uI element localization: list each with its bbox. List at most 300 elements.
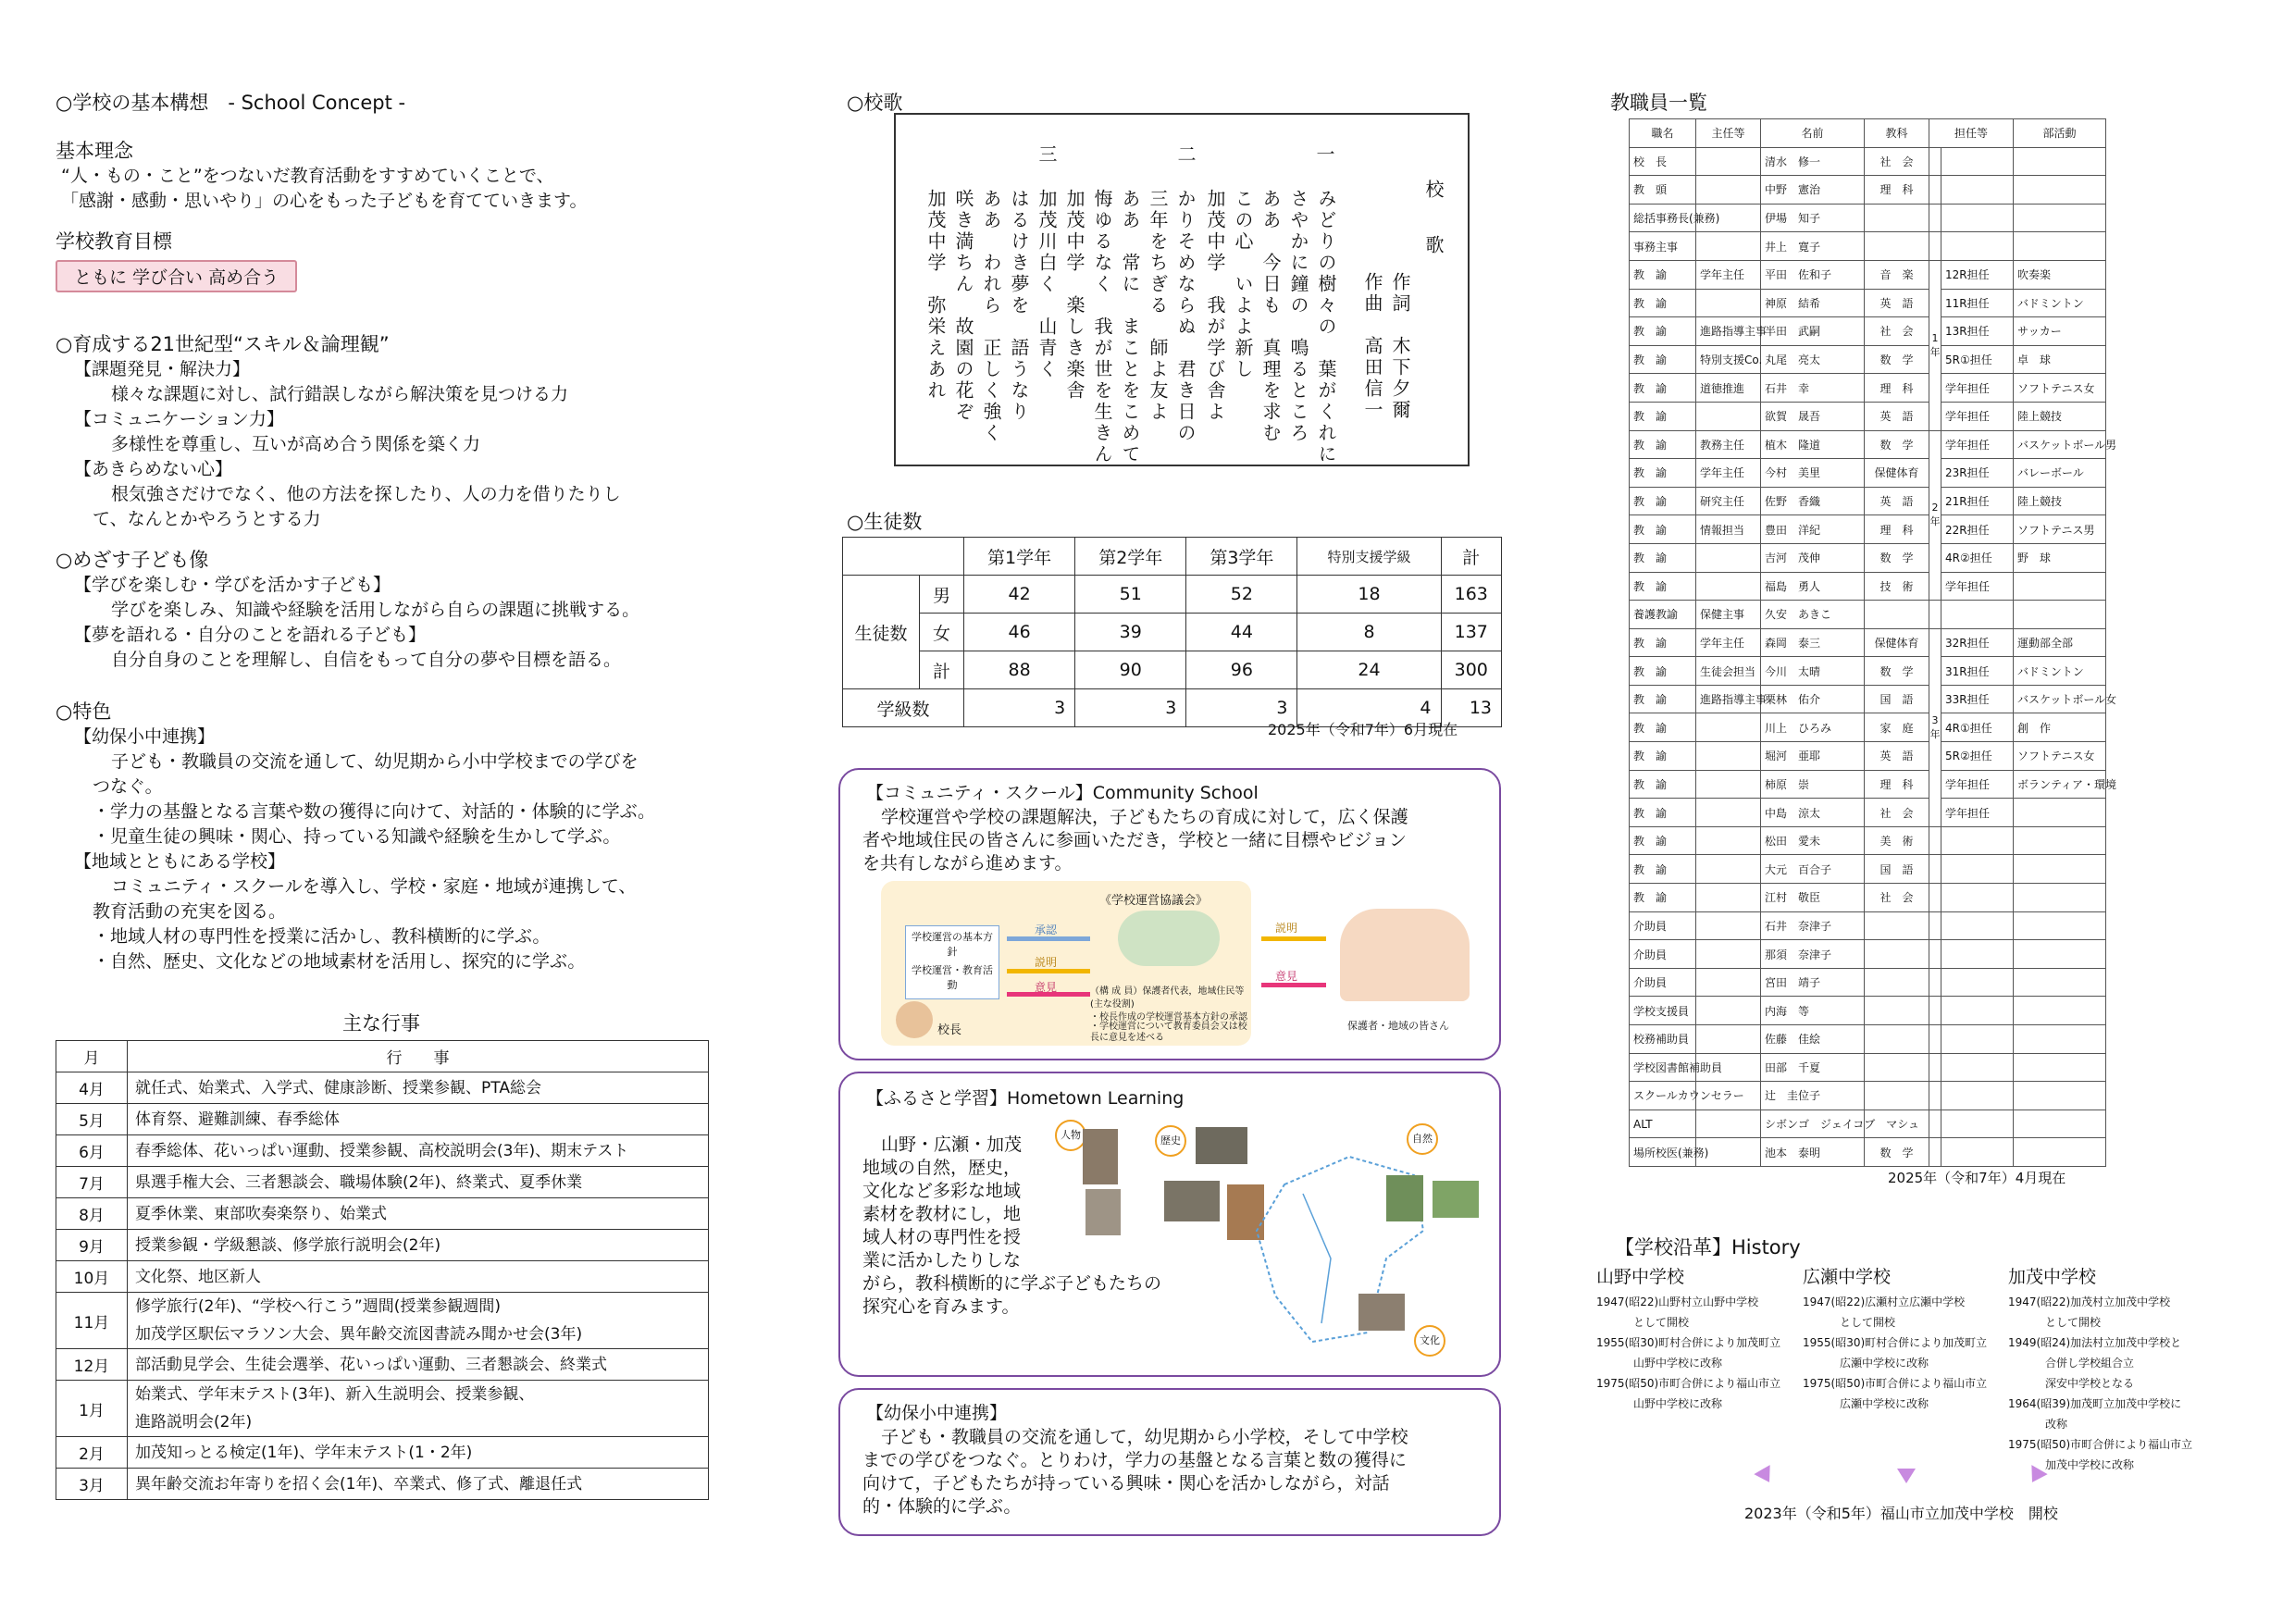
staff-cell: 石井 幸 xyxy=(1761,374,1865,403)
staff-cell xyxy=(1941,911,2014,940)
staff-cell xyxy=(1696,770,1761,799)
history-line: 1947(昭22)広瀬村立広瀬中学校 xyxy=(1803,1295,1966,1308)
staff-cell: 数 学 xyxy=(1865,345,1929,374)
students-cell: 163 xyxy=(1441,576,1502,614)
staff-row xyxy=(1630,543,2106,572)
students-cell: 300 xyxy=(1441,651,1502,689)
staff-cell: 総括事務長(兼務) xyxy=(1630,204,1696,232)
staff-cell xyxy=(2014,1025,2106,1054)
staff-row xyxy=(1630,1053,2106,1082)
staff-cell xyxy=(2014,855,2106,884)
hometown-line: がら，教科横断的に学ぶ子どもたちの xyxy=(862,1273,1162,1294)
staff-cell: ソフトテニス男 xyxy=(2014,515,2106,544)
verse3-line: 加茂中学 弥栄えあれ xyxy=(924,189,947,402)
event-month: 3月 xyxy=(56,1469,128,1500)
staff-row xyxy=(1630,1082,2106,1110)
staff-cell xyxy=(1865,911,1929,940)
concept-section xyxy=(56,88,759,974)
staff-cell: 丸尾 亮太 xyxy=(1761,345,1865,374)
staff-cell xyxy=(1696,572,1761,601)
basic-line-1: “人・もの・こと”をつないだ教育活動をすすめていくことで、 xyxy=(61,166,554,186)
staff-cell: 教 諭 xyxy=(1630,374,1696,403)
children-line: 【夢を語れる・自分のことを語れる子ども】 xyxy=(74,625,427,645)
history-line: 広瀬中学校に改称 xyxy=(1829,1397,1929,1410)
history-line: 1975(昭50)市町合併により福山市立 xyxy=(1596,1377,1781,1390)
staff-row xyxy=(1630,799,2106,827)
staff-cell: 介助員 xyxy=(1630,940,1696,969)
class-count-cell: 4 xyxy=(1297,689,1441,727)
culture-photo xyxy=(1358,1294,1405,1331)
event-row xyxy=(56,1167,709,1198)
staff-cell xyxy=(1696,968,1761,997)
tag-nature: 自然 xyxy=(1407,1123,1438,1155)
grade-label: 3年 xyxy=(1929,628,1941,826)
history-heading: 【学校沿革】History xyxy=(1615,1236,1801,1258)
basic-title: 基本理念 xyxy=(56,140,133,162)
staff-row xyxy=(1630,1138,2106,1167)
staff-cell: 神原 結希 xyxy=(1761,289,1865,317)
staff-cell xyxy=(1696,1025,1761,1054)
feature-line: つなぐ。 xyxy=(93,776,163,797)
staff-cell xyxy=(1941,147,2014,176)
class-count-cell: 3 xyxy=(1075,689,1186,727)
staff-cell: 教 頭 xyxy=(1630,176,1696,205)
staff-cell xyxy=(1696,1110,1761,1138)
staff-row xyxy=(1630,968,2106,997)
event-row xyxy=(56,1072,709,1104)
feature-line: ・地域人材の専門性を授業に活かし、教科横断的に学ぶ。 xyxy=(93,926,551,947)
staff-cell: バレーボール xyxy=(2014,459,2106,488)
staff-cell: 伊場 知子 xyxy=(1761,204,1865,232)
policy-label: 学校運営の基本方針 xyxy=(912,931,993,958)
staff-cell: 石井 奈津子 xyxy=(1761,911,1865,940)
staff-cell: 国 語 xyxy=(1865,685,1929,713)
staff-cell xyxy=(1929,204,1941,232)
verse2-line: 三年をちぎる 師よ友よ xyxy=(1147,189,1169,423)
staff-cell: 英 語 xyxy=(1865,289,1929,317)
event-row xyxy=(56,1230,709,1261)
staff-cell: 21R担任 xyxy=(1941,487,2014,515)
staff-cell: 野 球 xyxy=(2014,543,2106,572)
hometown-line: 文化など多彩な地域 xyxy=(862,1181,1022,1201)
staff-cell: 生徒会担当 xyxy=(1696,657,1761,686)
staff-cell xyxy=(1941,1082,2014,1110)
staff-cell: 教 諭 xyxy=(1630,289,1696,317)
students-cell: 51 xyxy=(1075,576,1186,614)
tag-culture: 文化 xyxy=(1414,1325,1445,1357)
opinion2-label: 意見 xyxy=(1275,970,1298,983)
principal-label: 校長 xyxy=(937,1023,962,1037)
staff-cell: 保健体育 xyxy=(1865,628,1929,657)
staff-cell: 22R担任 xyxy=(1941,515,2014,544)
history-line: 1955(昭30)町村合併により加茂町立 xyxy=(1803,1336,1988,1349)
staff-cell xyxy=(1929,601,1941,629)
staff-cell xyxy=(1865,940,1929,969)
history-line: として開校 xyxy=(2034,1316,2102,1329)
staff-cell: 教 諭 xyxy=(1630,628,1696,657)
merge-arrow-icon xyxy=(1754,1465,1777,1487)
event-month: 4月 xyxy=(56,1072,128,1104)
staff-cell: ボランティア・環境 xyxy=(2014,770,2106,799)
staff-cell: 保健主事 xyxy=(1696,601,1761,629)
staff-cell xyxy=(1696,543,1761,572)
skill-line: 【あきらめない心】 xyxy=(74,459,233,479)
staff-cell: 国 語 xyxy=(1865,855,1929,884)
yoho-line: 的・体験的に学ぶ。 xyxy=(862,1496,1022,1517)
event-month: 8月 xyxy=(56,1198,128,1230)
event-row xyxy=(56,1469,709,1500)
tag-history: 歴史 xyxy=(1155,1125,1186,1157)
feature-line: コミュニティ・スクールを導入し、学校・家庭・地域が連携して、 xyxy=(111,876,637,897)
staff-row xyxy=(1630,713,2106,742)
history-line: 1947(昭22)加茂村立加茂中学校 xyxy=(2008,1295,2171,1308)
staff-row xyxy=(1630,940,2106,969)
hometown-line: 域人材の専門性を授 xyxy=(862,1227,1022,1247)
students-col: 第3学年 xyxy=(1186,538,1297,576)
yoho-title: 【幼保小中連携】 xyxy=(866,1403,1008,1423)
students-sex: 男 xyxy=(920,576,964,614)
staff-cell: 川上 ひろみ xyxy=(1761,713,1865,742)
staff-cell: 教 諭 xyxy=(1630,826,1696,855)
children-heading: ○めざす子ども像 xyxy=(56,549,209,571)
staff-cell: 4R②担任 xyxy=(1941,543,2014,572)
event-month: 7月 xyxy=(56,1167,128,1198)
staff-cell xyxy=(1929,940,1941,969)
song-composer: 作曲 高田信一 xyxy=(1361,272,1383,421)
children-line: 自分自身のことを理解し、自信をもって自分の夢や目標を語る。 xyxy=(111,650,622,670)
person-photo xyxy=(1083,1129,1118,1184)
yoho-line: までの学びをつなぐ。とりわけ，学力の基盤となる言葉と数の獲得に xyxy=(862,1450,1407,1470)
council-meeting-icon xyxy=(1118,911,1220,966)
approve-label: 承認 xyxy=(1035,924,1058,936)
staff-col: 教科 xyxy=(1865,119,1929,148)
event-text: 加茂知っとる検定(1年)、学年末テスト(1・2年) xyxy=(128,1437,709,1469)
staff-cell xyxy=(2014,799,2106,827)
staff-cell xyxy=(1696,884,1761,912)
staff-cell xyxy=(2014,176,2106,205)
history-footer: 2023年（令和5年）福山市立加茂中学校 開校 xyxy=(1744,1505,2058,1522)
staff-cell: 内海 等 xyxy=(1761,997,1865,1025)
staff-cell xyxy=(1929,1053,1941,1082)
children-line: 学びを楽しみ、知識や経験を活用しながら自らの課題に挑戦する。 xyxy=(111,600,640,620)
staff-cell: 今川 太晴 xyxy=(1761,657,1865,686)
staff-col: 担任等 xyxy=(1929,119,2014,148)
events-col-month: 月 xyxy=(56,1041,128,1072)
students-cell: 90 xyxy=(1075,651,1186,689)
event-text: 始業式、学年末テスト(3年)、新入生説明会、授業参観、 進路説明会(2年) xyxy=(128,1381,709,1437)
staff-cell xyxy=(1696,176,1761,205)
staff-cell xyxy=(1929,1025,1941,1054)
verse1-line: 加茂中学 我が学び舎よ xyxy=(1204,189,1226,423)
staff-cell: 陸上競技 xyxy=(2014,402,2106,430)
students-cell: 52 xyxy=(1186,576,1297,614)
staff-cell xyxy=(1865,968,1929,997)
staff-cell: 教 諭 xyxy=(1630,317,1696,346)
hometown-line: 素材を教材にし，地 xyxy=(862,1204,1022,1224)
staff-cell: 学年担任 xyxy=(1941,572,2014,601)
staff-col: 主任等 xyxy=(1696,119,1761,148)
event-text: 春季総体、花いっぱい運動、授業参観、高校説明会(3年)、期末テスト xyxy=(128,1135,709,1167)
staff-cell: 数 学 xyxy=(1865,1138,1929,1167)
staff-cell: 学年担任 xyxy=(1941,430,2014,459)
event-text: 部活動見学会、生徒会選挙、花いっぱい運動、三者懇談会、終業式 xyxy=(128,1349,709,1381)
merge-arrow-icon xyxy=(1897,1469,1916,1483)
class-count-label: 学級数 xyxy=(843,689,964,727)
event-text: 異年齢交流お年寄りを招く会(1年)、卒業式、修了式、離退任式 xyxy=(128,1469,709,1500)
history-line: 1964(昭39)加茂町立加茂中学校に xyxy=(2008,1397,2182,1410)
community-line: 者や地域住民の皆さんに参画いただき，学校と一緒に目標やビジョン xyxy=(862,830,1407,850)
staff-cell: 吹奏楽 xyxy=(2014,260,2106,289)
community-line: 学校運営や学校の課題解決，子どもたちの育成に対して，広く保護 xyxy=(881,807,1408,827)
staff-cell xyxy=(1941,940,2014,969)
staff-cell: 23R担任 xyxy=(1941,459,2014,488)
history-line: 山野中学校に改称 xyxy=(1622,1357,1723,1370)
staff-cell: 美 術 xyxy=(1865,826,1929,855)
staff-cell: 数 学 xyxy=(1865,430,1929,459)
hometown-line: 業に活かしたりしな xyxy=(862,1250,1022,1271)
staff-cell: シボンゴ ジェイコブ マシュ xyxy=(1761,1110,1865,1138)
staff-cell xyxy=(1865,1082,1929,1110)
staff-cell xyxy=(1696,911,1761,940)
explain2-arrow xyxy=(1261,936,1326,941)
event-row xyxy=(56,1261,709,1293)
skill-line: 【コミュニケーション力】 xyxy=(74,409,284,429)
staff-cell: 教 諭 xyxy=(1630,260,1696,289)
staff-cell xyxy=(1865,232,1929,261)
staff-row xyxy=(1630,572,2106,601)
staff-row xyxy=(1630,601,2106,629)
staff-row xyxy=(1630,855,2106,884)
class-count-cell: 13 xyxy=(1441,689,1502,727)
staff-cell xyxy=(1941,204,2014,232)
staff-cell: 那須 奈津子 xyxy=(1761,940,1865,969)
students-cell: 96 xyxy=(1186,651,1297,689)
staff-cell xyxy=(1929,1138,1941,1167)
school-name: 広瀬中学校 xyxy=(1803,1267,1892,1287)
staff-cell xyxy=(1929,147,1941,176)
staff-cell xyxy=(1941,1138,2014,1167)
staff-cell: 事務主事 xyxy=(1630,232,1696,261)
staff-row xyxy=(1630,742,2106,771)
staff-cell xyxy=(2014,911,2106,940)
staff-cell xyxy=(1696,826,1761,855)
staff-cell: 数 学 xyxy=(1865,543,1929,572)
staff-row xyxy=(1630,884,2106,912)
staff-cell: 教 諭 xyxy=(1630,345,1696,374)
students-cell: 44 xyxy=(1186,614,1297,651)
hometown-title: 【ふるさと学習】Hometown Learning xyxy=(866,1088,1185,1109)
staff-cell: 陸上競技 xyxy=(2014,487,2106,515)
staff-cell: 5R②担任 xyxy=(1941,742,2014,771)
staff-cell xyxy=(1696,799,1761,827)
history-line: 1947(昭22)山野村立山野中学校 xyxy=(1596,1295,1759,1308)
staff-cell xyxy=(2014,997,2106,1025)
staff-cell: 柿原 崇 xyxy=(1761,770,1865,799)
feature-line: 教育活動の充実を図る。 xyxy=(93,901,287,922)
staff-cell: 学年担任 xyxy=(1941,402,2014,430)
verse2-number: 二 xyxy=(1174,144,1197,166)
staff-cell: 久安 あきこ xyxy=(1761,601,1865,629)
staff-row xyxy=(1630,657,2106,686)
staff-cell: 教 諭 xyxy=(1630,402,1696,430)
staff-cell: 松田 愛未 xyxy=(1761,826,1865,855)
staff-cell xyxy=(1865,1025,1929,1054)
staff-cell: 数 学 xyxy=(1865,657,1929,686)
history-line: 深安中学校となる xyxy=(2034,1377,2135,1390)
plan-label: 学校運営・教育活動 xyxy=(912,964,993,991)
song-lyricist: 作詞 木下夕爾 xyxy=(1389,272,1411,421)
students-sex: 女 xyxy=(920,614,964,651)
students-cell: 46 xyxy=(964,614,1075,651)
staff-row xyxy=(1630,430,2106,459)
event-month: 12月 xyxy=(56,1349,128,1381)
students-col: 第1学年 xyxy=(964,538,1075,576)
staff-cell xyxy=(1929,176,1941,205)
history-line: 1975(昭50)市町合併により福山市立 xyxy=(2008,1438,2193,1451)
staff-cell: 研究主任 xyxy=(1696,487,1761,515)
staff-cell: サッカー xyxy=(2014,317,2106,346)
staff-cell: 社 会 xyxy=(1865,799,1929,827)
event-text: 修学旅行(2年)、“学校へ行こう”週間(授業参観週間) 加茂学区駅伝マラソン大会、異年齢交流図書読み聞かせ会(3年) xyxy=(128,1293,709,1349)
staff-col: 部活動 xyxy=(2014,119,2106,148)
staff-cell xyxy=(1941,826,2014,855)
staff-cell: 学年主任 xyxy=(1696,459,1761,488)
event-text: 就任式、始業式、入学式、健康診断、授業参観、PTA総会 xyxy=(128,1072,709,1104)
school-name: 山野中学校 xyxy=(1596,1267,1685,1287)
staff-cell xyxy=(1941,997,2014,1025)
staff-col: 職名 xyxy=(1630,119,1696,148)
staff-row xyxy=(1630,317,2106,346)
event-text: 授業参観・学級懇談、修学旅行説明会(2年) xyxy=(128,1230,709,1261)
staff-cell: バドミントン xyxy=(2014,289,2106,317)
students-cell: 8 xyxy=(1297,614,1441,651)
feature-line: ・自然、歴史、文化などの地域素材を活用し、探究的に学ぶ。 xyxy=(93,951,586,972)
staff-cell: 学年担任 xyxy=(1941,770,2014,799)
members-label: （構 成 員）保護者代表，地域住民等 xyxy=(1090,986,1245,997)
nature-photo xyxy=(1433,1181,1479,1218)
event-month: 2月 xyxy=(56,1437,128,1469)
history-school-hirose xyxy=(1803,1263,2006,1414)
staff-cell: 創 作 xyxy=(2014,713,2106,742)
children-line: 【学びを楽しむ・学びを活かす子ども】 xyxy=(74,575,391,595)
staff-row xyxy=(1630,1110,2106,1138)
yoho-box xyxy=(838,1388,1501,1536)
staff-cell: 栗林 佑介 xyxy=(1761,685,1865,713)
hometown-learning-box xyxy=(838,1072,1501,1377)
staff-cell: 運動部全部 xyxy=(2014,628,2106,657)
staff-cell: 豊田 洋紀 xyxy=(1761,515,1865,544)
staff-cell: バドミントン xyxy=(2014,657,2106,686)
staff-cell: 教務主任 xyxy=(1696,430,1761,459)
event-month: 10月 xyxy=(56,1261,128,1293)
students-cell: 18 xyxy=(1297,576,1441,614)
explain-label: 説明 xyxy=(1035,956,1058,969)
staff-cell: 田部 千夏 xyxy=(1761,1053,1865,1082)
verse3-line: 加茂川白く 山青く xyxy=(1036,189,1058,380)
history-school-yamano xyxy=(1596,1263,1800,1414)
staff-cell: 介助員 xyxy=(1630,968,1696,997)
skills-heading: ○育成する21世紀型“スキル＆論理観” xyxy=(56,333,390,355)
staff-cell xyxy=(1941,1053,2014,1082)
event-month: 11月 xyxy=(56,1293,128,1349)
history-line: 合併し学校組合立 xyxy=(2034,1357,2135,1370)
staff-row xyxy=(1630,402,2106,430)
staff-cell: 大元 百合子 xyxy=(1761,855,1865,884)
staff-cell: ソフトテニス女 xyxy=(2014,742,2106,771)
staff-cell: 佐野 香織 xyxy=(1761,487,1865,515)
school-song-box xyxy=(894,113,1470,466)
students-cell: 137 xyxy=(1441,614,1502,651)
community-line: を共有しながら進めます。 xyxy=(862,853,1073,874)
history-line: として開校 xyxy=(1829,1316,1896,1329)
staff-cell: 教 諭 xyxy=(1630,742,1696,771)
staff-row xyxy=(1630,1025,2106,1054)
roles-label: (主な役割) xyxy=(1090,999,1135,1010)
staff-cell: 進路指導主事 xyxy=(1696,685,1761,713)
staff-cell: 教 諭 xyxy=(1630,685,1696,713)
staff-cell: 学年主任 xyxy=(1696,260,1761,289)
history-line: 1955(昭30)町村合併により加茂町立 xyxy=(1596,1336,1781,1349)
event-text: 体育祭、避難訓練、春季総体 xyxy=(128,1104,709,1135)
staff-cell xyxy=(1696,855,1761,884)
staff-cell xyxy=(1696,742,1761,771)
verse3-number: 三 xyxy=(1036,144,1058,166)
verse2-line: かりそめならぬ 君き日の xyxy=(1174,189,1197,444)
verse3-line: ああ われら 正しく強く xyxy=(980,189,1002,444)
yoho-line: 子ども・教職員の交流を通して，幼児期から小学校，そして中学校 xyxy=(881,1427,1408,1447)
staff-row xyxy=(1630,459,2106,488)
role-line: ・学校運営について教育委員会又は校長に意見を述べる xyxy=(1090,1022,1247,1043)
staff-cell: 技 術 xyxy=(1865,572,1929,601)
staff-cell: 場所校医(兼務) xyxy=(1630,1138,1696,1167)
event-row xyxy=(56,1135,709,1167)
staff-cell xyxy=(1929,232,1941,261)
students-col: 計 xyxy=(1441,538,1502,576)
verse1-line: さやかに鐘の 鳴るところ xyxy=(1287,189,1309,444)
staff-cell: 特別支援Co. xyxy=(1696,345,1761,374)
staff-cell: 12R担任 xyxy=(1941,260,2014,289)
staff-cell: 教 諭 xyxy=(1630,487,1696,515)
event-row xyxy=(56,1104,709,1135)
staff-cell xyxy=(1941,968,2014,997)
event-text: 文化祭、地区新人 xyxy=(128,1261,709,1293)
staff-row xyxy=(1630,911,2106,940)
staff-cell: 教 諭 xyxy=(1630,713,1696,742)
staff-cell: 植木 隆道 xyxy=(1761,430,1865,459)
staff-cell: 池本 泰明 xyxy=(1761,1138,1865,1167)
staff-cell: 中島 涼太 xyxy=(1761,799,1865,827)
residents-label: 保護者・地域の皆さん xyxy=(1347,1020,1449,1032)
staff-cell: 理 科 xyxy=(1865,770,1929,799)
staff-cell: 情報担当 xyxy=(1696,515,1761,544)
staff-cell: 学年主任 xyxy=(1696,628,1761,657)
event-row xyxy=(56,1198,709,1230)
students-cell: 88 xyxy=(964,651,1075,689)
event-row xyxy=(56,1381,709,1437)
staff-cell: 教 諭 xyxy=(1630,799,1696,827)
history-school-kamo xyxy=(2008,1263,2212,1475)
staff-row xyxy=(1630,685,2106,713)
staff-cell: 33R担任 xyxy=(1941,685,2014,713)
staff-row xyxy=(1630,147,2106,176)
event-row xyxy=(56,1349,709,1381)
staff-cell xyxy=(1941,601,2014,629)
staff-cell: 卓 球 xyxy=(2014,345,2106,374)
students-cell: 39 xyxy=(1075,614,1186,651)
staff-cell: 11R担任 xyxy=(1941,289,2014,317)
person-photo xyxy=(1085,1189,1121,1235)
verse3-line: はるけき夢を 語うなり xyxy=(1008,189,1030,423)
